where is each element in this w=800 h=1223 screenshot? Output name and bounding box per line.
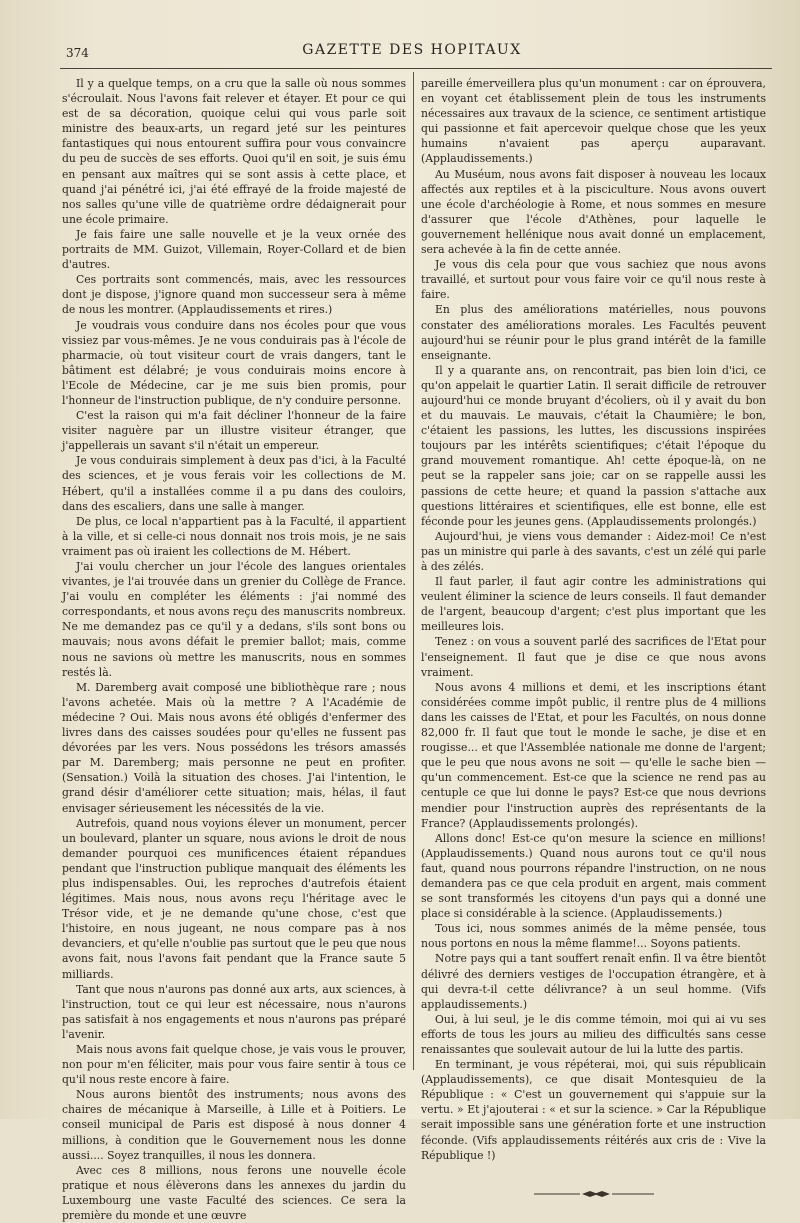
paragraph: Tous ici, nous sommes animés de la même pensée, tous nous portons en nous la même flamme!... Soyons patients. — [421, 922, 766, 951]
paragraph: Je fais faire une salle nouvelle et je la veux ornée des portraits de MM. Guizot, Villemain, Royer-Collard et de bien d'autres. — [62, 227, 406, 272]
paragraph: Oui, à lui seul, je le dis comme témoin, moi qui ai vu ses efforts de tous les jours au milieu des difficultés sans cesse renaissantes que soulevait autour de lui la lutte des partis. — [421, 1012, 766, 1056]
page-number: 374 — [66, 46, 89, 60]
page-title: GAZETTE DES HOPITAUX — [302, 42, 522, 58]
paragraph: Allons donc! Est-ce qu'on mesure la science en millions! (Applaudissements.) Quand nous aurons tout ce qu'il nous faut, quand nous pourrons répandre l'instruction, on ne nous demandera pas ce que cela produit en argent, mais comment se sont transformés les citoyens d'un pays qui a donné une place si considérable à la science. (Applaudissements.) — [421, 831, 766, 921]
paragraph: J'ai voulu chercher un jour l'école des langues orientales vivantes, je l'ai trouvée dans un grenier du Collège de France. J'ai voulu en compléter les éléments : j'ai nommé des correspondants, et nous avons reçu des manuscrits nombreux. Ne me demandez pas ce qu'il y a dedans, s'ils sont bons ou mauvais; nous avons défait le premier ballot; mais, comme nous ne savions où mettre les manuscrits, nous en sommes restés là. — [62, 560, 406, 679]
paragraph: Je vous dis cela pour que vous sachiez que nous avons travaillé, et surtout pour vous faire voir ce qu'il nous reste à faire. — [421, 258, 766, 302]
paragraph: Notre pays qui a tant souffert renaît enfin. Il va être bientôt délivré des derniers vestiges de l'occupation étrangère, et à qui devra-t-il cette délivrance? à un seul homme. (Vifs applaudissements.) — [421, 952, 766, 1011]
column-divider — [413, 72, 414, 1070]
paragraph: Tenez : on vous a souvent parlé des sacrifices de l'Etat pour l'enseignement. Il faut que je dise ce que nous avons vraiment. — [421, 635, 766, 679]
page-header — [52, 40, 772, 64]
paragraph: En terminant, je vous répéterai, moi, qui suis républicain (Applaudissements), ce que disait Montesquieu de la République : « C'est un gouvernement qui s'appuie sur la vertu. » Et j'ajouterai : « et sur la science. » Car la République serait impossible sans une génération forte et une instruction féconde. (Vifs applaudissements réitérés aux cris de : Vive la République !) — [421, 1058, 766, 1162]
right-column — [421, 76, 766, 1162]
paragraph: Ces portraits sont commencés, mais, avec les ressources dont je dispose, j'ignore quand mon successeur sera à même de nous les montrer. (Applaudissements et rires.) — [62, 273, 406, 317]
paragraph: Au Muséum, nous avons fait disposer à nouveau les locaux affectés aux reptiles et à la pisciculture. Nous avons ouvert une école d'archéologie à Rome, et nous sommes en mesure d'assurer que l'école d'Athènes, pour laquelle le gouvernement hellénique nous avait donné un emplacement, sera achevée à la fin de cette année. — [421, 167, 766, 257]
paragraph: Avec ces 8 millions, nous ferons une nouvelle école pratique et nous élèverons dans les annexes du jardin du Luxembourg une vaste Faculté des sciences. Ce sera la première du monde et une œuvre — [62, 1163, 406, 1223]
paragraph: C'est la raison qui m'a fait décliner l'honneur de la faire visiter naguère par un illustre visiteur étranger, que j'appellerais un savant s'il n'était un empereur. — [62, 409, 406, 453]
end-ornament — [534, 1189, 654, 1199]
left-column — [62, 76, 406, 1223]
paragraph: De plus, ce local n'appartient pas à la Faculté, il appartient à la ville, et si celle-ci nous donnait nos trois mois, je ne sais vraiment pas où iraient les collections de M. Hébert. — [62, 514, 406, 558]
paragraph: Tant que nous n'aurons pas donné aux arts, aux sciences, à l'instruction, tout ce qui leur est nécessaire, nous n'aurons pas satisfait à nos engagements et nous n'aurons pas préparé l'avenir. — [62, 982, 406, 1041]
paragraph: En plus des améliorations matérielles, nous pouvons constater des améliorations morales. Les Facultés peuvent aujourd'hui se réunir pour le plus grand intérêt de la famille enseignante. — [421, 303, 766, 362]
paragraph: Mais nous avons fait quelque chose, je vais vous le prouver, non pour m'en féliciter, mais pour vous faire sentir à tous ce qu'il nous reste encore à faire. — [62, 1043, 406, 1087]
paragraph: Autrefois, quand nous voyions élever un monument, percer un boulevard, planter un square, nous avions le droit de nous demander pourquoi ces munificences étaient répandues pendant que l'instruction publique manquait des éléments les plus indispensables. Oui, les reproches d'autrefois étaient légitimes. Mais nous, nous avons reçu l'héritage avec le Trésor vide, et je ne demande qu'une chose, c'est que l'histoire, en nous jugeant, ne nous compare pas à nos devanciers, et qu'elle n'oublie pas surtout que le peu que nous avons fait, nous l'avons fait pendant que la France saute 5 milliards. — [62, 816, 406, 981]
paragraph: Il faut parler, il faut agir contre les administrations qui veulent éliminer la science de leurs conseils. Il faut demander de l'argent, beaucoup d'argent; c'est plus important que les meilleures lois. — [421, 575, 766, 634]
paragraph: Nous avons 4 millions et demi, et les inscriptions étant considérées comme impôt public, il rentre plus de 4 millions dans les caisses de l'Etat, et pour les Facultés, on nous donne 82,000 fr. Il faut que tout le monde le sache, je dise et en rougisse... et que l'Assemblée nationale me donne de l'argent; que le peu que nous avons ne soit — qu'elle le sache bien — qu'un commencement. Est-ce que la science ne rend pas au centuple ce que lui donne le pays? Est-ce que nous devrions mendier pour l'instruction auprès des représentants de la France? (Applaudissements prolongés). — [421, 680, 766, 830]
paragraph: Je voudrais vous conduire dans nos écoles pour que vous vissiez par vous-mêmes. Je ne vous conduirais pas à l'école de pharmacie, où tout visiteur court de vrais dangers, tant le bâtiment est délabré; je vous conduirais moins encore à l'Ecole de Médecine, car je me suis bien promis, pour l'honneur de l'instruction publique, de n'y conduire personne. — [62, 318, 406, 407]
paragraph: M. Daremberg avait composé une bibliothèque rare ; nous l'avons achetée. Mais où la mettre ? A l'Académie de médecine ? Oui. Mais nous avons été obligés d'enfermer des livres dans des caisses soudées pour qu'elles ne fussent pas dévorées par les vers. Nous possédons les trésors amassés par M. Daremberg; mais personne ne peut en profiter. (Sensation.) Voilà la situation des choses. J'ai l'intention, le grand désir d'améliorer cette situation; mais, hélas, il faut envisager sérieusement les nécessités de la vie. — [62, 680, 406, 815]
paragraph: Nous aurons bientôt des instruments; nous avons des chaires de mécanique à Marseille, à Lille et à Poitiers. Le conseil municipal de Paris est disposé à nous donner 4 millions, à condition que le Gouvernement nous les donne aussi.... Soyez tranquilles, il nous les donnera. — [62, 1088, 406, 1162]
paragraph: Il y a quelque temps, on a cru que la salle où nous sommes s'écroulait. Nous l'avons fait relever et étayer. Et pour ce qui est de sa décoration, quoique celui qui vous parle soit ministre des beaux-arts, un regard jeté sur les peintures fantastiques qui nous entourent suffira pour vous convaincre du peu de succès de ses efforts. Quoi qu'il en soit, je suis ému en pensant aux maîtres qui se sont assis à cette place, et quand j'ai pénétré ici, j'ai été effrayé de la froide majesté de nos salles qu'une ville de quatrième ordre dédaignerait pour une école primaire. — [62, 77, 406, 226]
paragraph: pareille émerveillera plus qu'un monument : car on éprouvera, en voyant cet établissement plein de tous les instruments nécessaires aux travaux de la science, ce sentiment artistique qui passionne et fait apercevoir quelque chose que les yeux humains n'avaient pas aperçu auparavant. (Applaudissements.) — [421, 77, 766, 166]
header-rule — [60, 68, 772, 69]
paragraph: Il y a quarante ans, on rencontrait, pas bien loin d'ici, ce qu'on appelait le quartier Latin. Il serait difficile de retrouver aujourd'hui ce monde bruyant d'écoliers, où il y avait du bon et du mauvais. Le mauvais, c'était la Chaumière; le bon, c'étaient les passions, les luttes, les discussions inspirées toujours par les intérêts scientifiques; c'était l'époque du grand mouvement romantique. Ah! cette époque-là, on ne peut se la rappeler sans joie; car on se rappelle aussi les passions de cette heure; et quand la passion s'attache aux questions littéraires et scientifiques, elle est bonne, elle est féconde pour les jeunes gens. (Applaudissements prolongés.) — [421, 363, 766, 528]
ornament-diamond-right — [594, 1191, 610, 1197]
paragraph: Aujourd'hui, je viens vous demander : Aidez-moi! Ce n'est pas un ministre qui parle à des savants, c'est un zélé qui parle à des zélés. — [421, 529, 766, 573]
paragraph: Je vous conduirais simplement à deux pas d'ici, à la Faculté des sciences, et je vous ferais voir les collections de M. Hébert, qu'il a installées comme il a pu dans des couloirs, dans des escaliers, dans une salle à manger. — [62, 454, 406, 513]
